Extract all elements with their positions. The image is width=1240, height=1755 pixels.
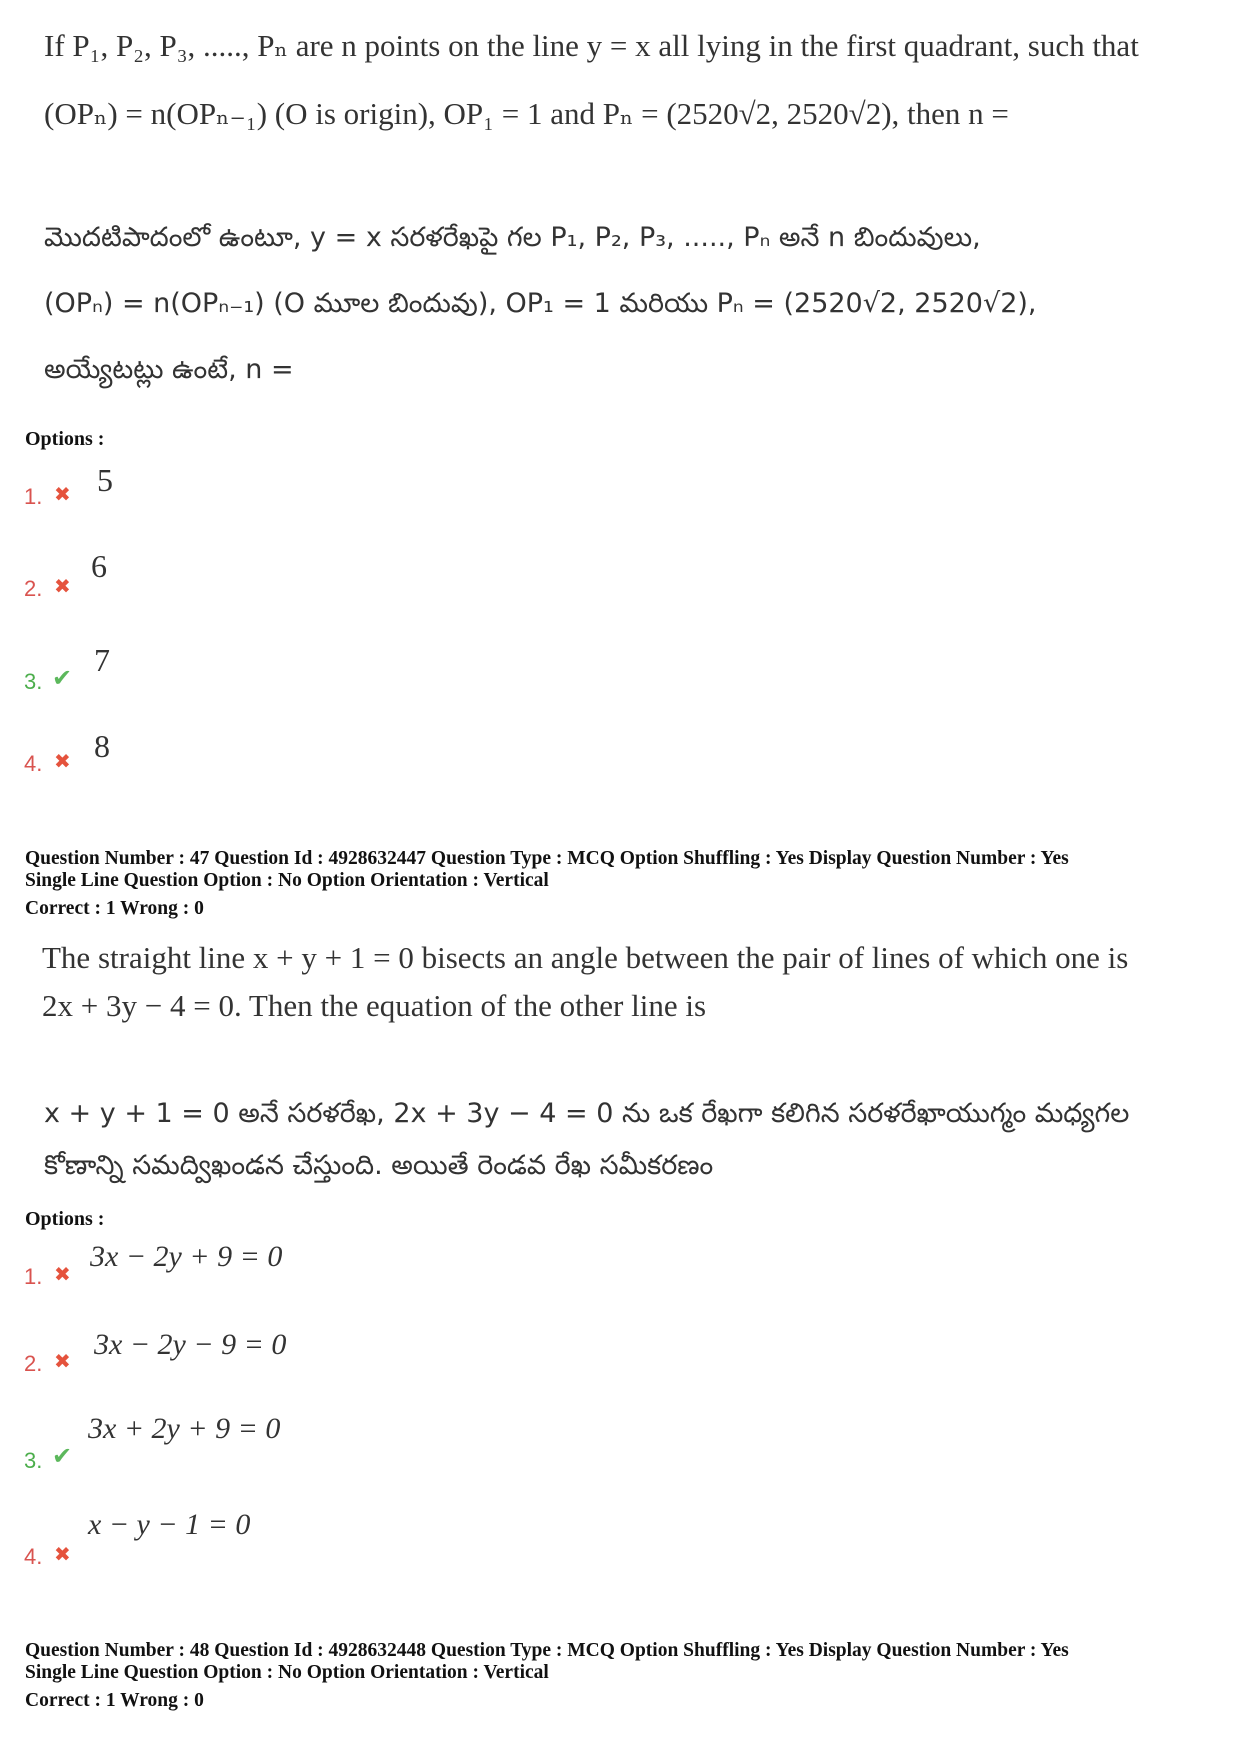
option-value: 3x − 2y + 9 = 0 [90,1240,283,1273]
q47-option-2[interactable] [24,1328,424,1394]
option-value: 3x − 2y − 9 = 0 [94,1328,287,1361]
option-number: 2. [24,1351,43,1376]
option-number: 4. [24,1544,43,1569]
q48-correct-wrong: Correct : 1 Wrong : 0 [25,1690,204,1711]
option-value: 8 [94,728,110,764]
option-number: 3. [24,1448,43,1473]
option-number: 1. [24,484,43,509]
q48-meta-line-2: Single Line Question Option : No Option Orientation : Vertical [25,1662,549,1683]
q46-option-1[interactable] [24,462,224,526]
q46-option-2[interactable] [24,548,224,620]
check-mark-icon: ✔ [52,664,73,692]
wrong-mark-icon: ✖ [54,1349,71,1373]
option-number: 2. [24,576,43,601]
option-number: 4. [24,751,43,776]
check-mark-icon: ✔ [52,1442,73,1470]
option-number: 3. [24,669,43,694]
wrong-mark-icon: ✖ [54,574,71,598]
option-number: 1. [24,1264,43,1289]
q46-option-3[interactable] [24,642,224,714]
q47-option-3[interactable] [24,1412,424,1492]
q47-options-label: Options : [25,1208,105,1230]
q47-telugu-line-1: x + y + 1 = 0 అనే సరళరేఖ, 2x + 3y − 4 = 0 ను ఒక రేఖగా కలిగిన సరళరేఖాయుగ్మం మధ్యగల [44,1098,1130,1129]
q47-meta-line-2: Single Line Question Option : No Option Orientation : Vertical [25,870,549,891]
wrong-mark-icon: ✖ [54,482,71,506]
option-value: 6 [91,548,107,584]
q47-english-line-1: The straight line x + y + 1 = 0 bisects an angle between the pair of lines of which one is [42,940,1129,975]
q46-telugu-line-3: అయ్యేటట్లు ఉంటే, n = [44,354,294,385]
q46-telugu-line-2: (OPₙ) = n(OPₙ₋₁) (O మూల బిందువు), OP₁ = 1 మరియు Pₙ = (2520√2, 2520√2), [44,288,1037,319]
q47-telugu-line-2: కోణాన్ని సమద్విఖండన చేస్తుంది. అయితే రెండవ రేఖ సమీకరణం [44,1150,714,1181]
q46-english-line-2: (OPₙ) = n(OPₙ₋₁) (O is origin), OP₁ = 1 and Pₙ = (2520√2, 2520√2), then n = [44,96,1009,131]
q47-option-1[interactable] [24,1240,424,1306]
q47-correct-wrong: Correct : 1 Wrong : 0 [25,898,204,919]
option-value: 7 [94,642,110,678]
q46-telugu-line-1: మొదటిపాదంలో ఉంటూ, y = x సరళరేఖపై గల P₁, P₂, P₃, ....., Pₙ అనే n బిందువులు, [44,222,981,253]
wrong-mark-icon: ✖ [54,1542,71,1566]
option-value: 3x + 2y + 9 = 0 [88,1412,281,1445]
wrong-mark-icon: ✖ [54,1262,71,1286]
q46-options-label: Options : [25,428,105,450]
q46-english-line-1: If P₁, P₂, P₃, ....., Pₙ are n points on the line y = x all lying in the first quadrant, such that [44,28,1139,63]
q46-option-4[interactable] [24,728,224,796]
wrong-mark-icon: ✖ [54,749,71,773]
q47-meta-line-1: Question Number : 47 Question Id : 4928632447 Question Type : MCQ Option Shuffling : Yes Display Question Number : Yes [25,848,1069,869]
option-value: 5 [97,462,113,498]
q48-meta-line-1: Question Number : 48 Question Id : 4928632448 Question Type : MCQ Option Shuffling : Yes Display Question Number : Yes [25,1640,1069,1661]
option-value: x − y − 1 = 0 [88,1508,251,1541]
q47-option-4[interactable] [24,1508,424,1588]
q47-english-line-2: 2x + 3y − 4 = 0. Then the equation of the other line is [42,988,707,1023]
